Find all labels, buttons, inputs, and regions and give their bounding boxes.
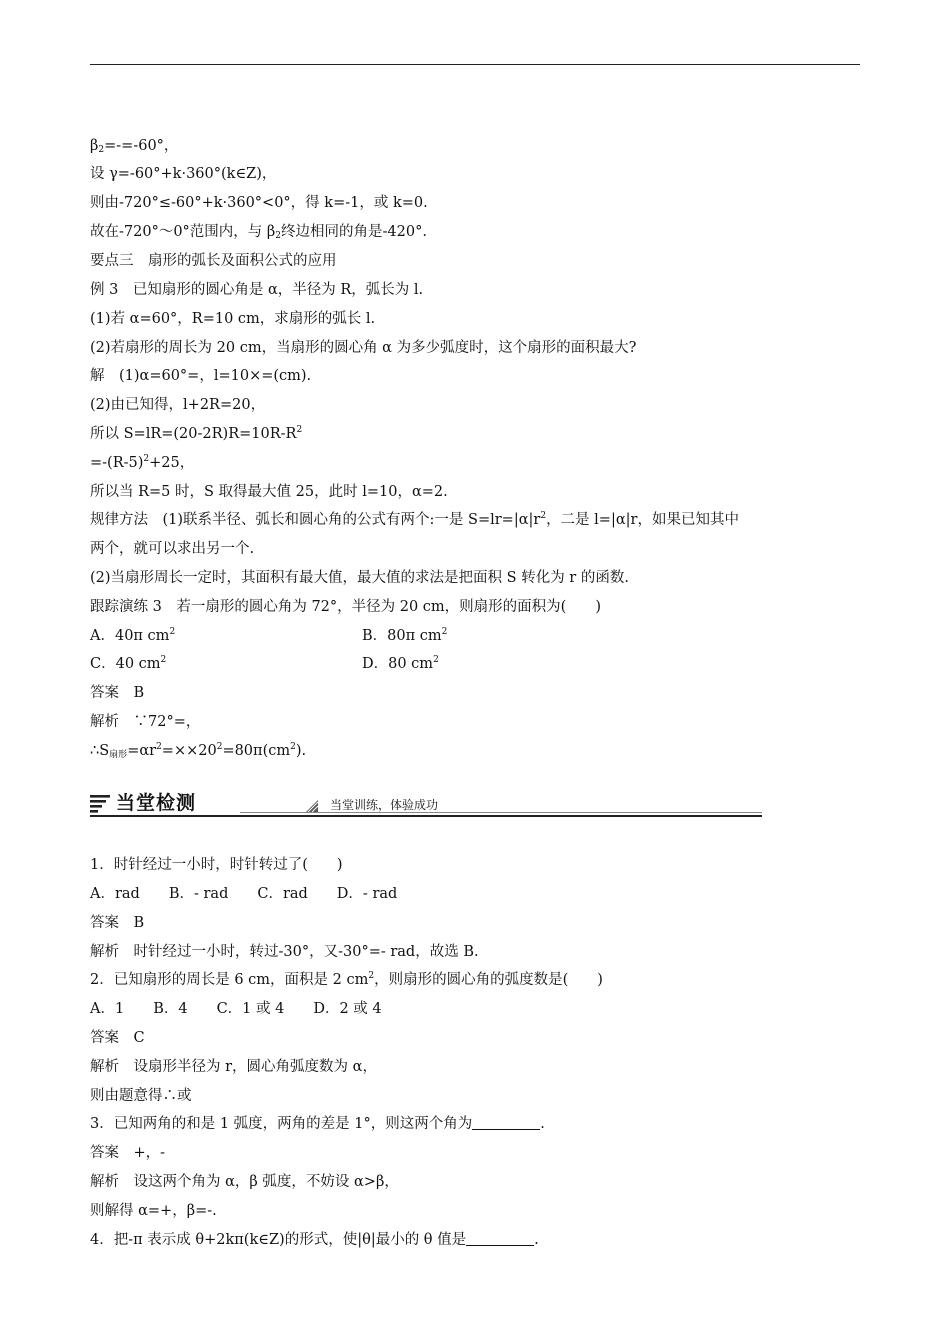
- banner-rule: [90, 815, 762, 817]
- answer-line: 答案 B: [90, 915, 145, 931]
- question-2: 2．已知扇形的周长是 6 cm，面积是 2 $cm^2$，则扇形的圆心角的弧度数是( ): [90, 971, 603, 988]
- answer-line: 答案 +，-: [90, 1145, 166, 1161]
- header-rule: [90, 64, 860, 65]
- text-line: (2)若扇形的周长为 20 cm，当扇形的圆心角 α 为多少弧度时，这个扇形的面积最大?: [90, 340, 637, 356]
- question-4: 4．把-π 表示成 θ+2kπ(k∈Z)的形式，使|θ|最小的 θ 值是 .: [90, 1232, 539, 1248]
- text-line: 故在-720°～0°范围内，与 $\beta_2$终边相同的角是-420°.: [90, 224, 427, 241]
- text-line: 所以 $S=lR=(20-2R)R=10R-R^2$: [90, 425, 303, 442]
- text-line: 设 γ=-60°+k·360°(k∈Z)，: [90, 166, 277, 182]
- question-1: 1．时针经过一小时，时针转过了( ): [90, 857, 343, 873]
- banner-thin-rule: [240, 812, 762, 813]
- answer-blank: [472, 1115, 540, 1130]
- text-line: (1)若 α=60°，R=10 cm，求扇形的弧长 l.: [90, 311, 376, 327]
- example-title: 例 3 已知扇形的圆心角是 α，半径为 R，弧长为 l.: [90, 282, 424, 298]
- text-line: 所以当 R=5 时，S 取得最大值 25，此时 l=10，α=2.: [90, 484, 448, 500]
- question-3: 3．已知两角的和是 1 弧度，两角的差是 1°，则这两个角为 .: [90, 1116, 545, 1132]
- question-2-options: A．1 B．4 C．1 或 4 D．2 或 4: [90, 1001, 382, 1017]
- answer-blank: [466, 1231, 534, 1246]
- analysis-line: 解析 设扇形半径为 r，圆心角弧度数为 α，: [90, 1059, 377, 1075]
- option-c: C．40 $cm^2$: [90, 655, 167, 672]
- banner-subtitle: 当堂训练，体验成功: [330, 798, 439, 812]
- text-line: $=-(R-5)^2+25$，: [90, 454, 195, 471]
- section-banner: [90, 788, 762, 818]
- analysis-line: 解析 设这两个角为 α，β 弧度，不妨设 α>β，: [90, 1174, 399, 1190]
- answer-line: 答案 B: [90, 685, 145, 701]
- question-1-options: A．rad B．- rad C．rad D．- rad: [90, 886, 398, 902]
- text-line: (2)由已知得，l+2R=20，: [90, 397, 266, 413]
- text-line: (2)当扇形周长一定时，其面积有最大值，最大值的求法是把面积 S 转化为 r 的函数.: [90, 570, 629, 586]
- answer-line: 答案 C: [90, 1030, 145, 1046]
- text-line: 两个，就可以求出另一个.: [90, 541, 255, 557]
- section-heading: 要点三 扇形的弧长及面积公式的应用: [90, 253, 337, 269]
- text-line: 规律方法 (1)联系半径、弧长和圆心角的公式有两个:一是 $S=lr=|\alpha|r^2$，二是 l=|α|r，如果已知其中: [90, 511, 739, 528]
- banner-title: 当堂检测: [116, 792, 197, 814]
- text-line: 则由题意得∴或: [90, 1088, 192, 1104]
- text-line: 则解得 α=+，β=-.: [90, 1203, 217, 1219]
- text-line: 解 (1)α=60°=，l=10×=(cm).: [90, 368, 312, 384]
- text-line: 则由-720°≤-60°+k·360°<0°，得 k=-1，或 k=0.: [90, 195, 428, 211]
- analysis-line: 解析 ∵72°=，: [90, 714, 201, 730]
- option-a: A．40π $cm^2$: [90, 627, 176, 644]
- option-d: D．80 $cm^2$: [362, 655, 439, 672]
- analysis-line: 解析 时针经过一小时，转过-30°，又-30°=- rad，故选 B.: [90, 944, 479, 960]
- text-line: $\beta_2=-=-60^\circ$，: [90, 138, 179, 155]
- option-b: B．80π $cm^2$: [362, 627, 448, 644]
- exercise-title: 跟踪演练 3 若一扇形的圆心角为 72°，半径为 20 cm，则扇形的面积为( ): [90, 599, 601, 615]
- stripes-icon: [90, 793, 112, 813]
- text-line: $\therefore S_{扇形}=\alpha r^2=\times\times 20^2=80\pi(cm^2)$.: [90, 742, 307, 760]
